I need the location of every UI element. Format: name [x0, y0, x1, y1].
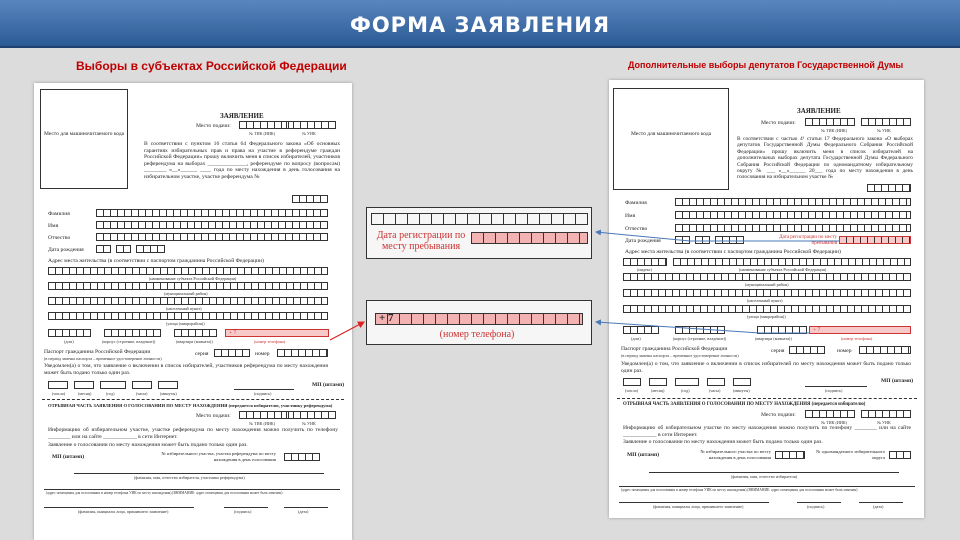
right-notice-text: Уведомлен(а) о том, что заявление о включении в список избирателей по месту нахождения может быть подано только один раз.	[621, 361, 911, 374]
right-fio-caption: (фамилия, имя, отчество избирателя)	[731, 474, 798, 479]
arrow-right-to-registration	[596, 232, 690, 241]
right-hour-caption: (часы)	[709, 388, 721, 393]
stamp-label: МП (штамп)	[312, 382, 345, 388]
name-label: Имя	[48, 223, 59, 229]
place-label: Место подачи:	[196, 123, 231, 129]
arrow-right-to-phone	[596, 322, 760, 333]
right-subject-caption: (наименование субъекта Российской Федерации)	[739, 267, 827, 272]
year-caption: (год)	[106, 391, 115, 396]
right-stamp-label: МП (штамп)	[881, 378, 914, 384]
right-birth-date-label: Дата рождения	[625, 238, 661, 244]
signature-caption: (подпись)	[254, 391, 272, 396]
birth-date-label: Дата рождения	[48, 247, 84, 253]
accepter-caption: (фамилия, инициалы лица, принявшего заявление)	[78, 509, 169, 514]
zoom-registration-label: Дата регистрации по месту пребывания	[376, 230, 466, 252]
uik-note: № избирательного участка, участка референдума по месту нахождения в день голосования	[161, 451, 276, 462]
street-caption: (улица (микрорайон))	[166, 321, 205, 326]
right-series-label: серия	[771, 348, 785, 354]
right-intro-text: В соответствии с частью 4¹ статьи 17 Федерального закона «О выборах депутатов Государственной Думы Федерального Собрания Российской Федерации» прошу включить меня в список избирателей на дополнительных выборах депутата Государственной Думы Федерального Собрания Российской Федерации по одномандатному избирательному округу № ___ «__»______ 20___ года по месту нахождения в день голосования на избирательном участке №	[737, 136, 913, 181]
zoom-phone-label: (номер телефона)	[439, 329, 515, 340]
right-settlement-caption: (населенный пункт)	[747, 298, 783, 303]
right-surname-label: Фамилия	[625, 200, 647, 206]
right-address-caption: (адрес помещения для голосования и номер телефона УИК по месту нахождения) (ВНИМАНИЕ: адрес помещения для голосования может быть изменен)	[621, 488, 858, 492]
right-tik-caption: № ТИК (ИИК)	[821, 128, 848, 133]
right-uik-caption: № УИК	[877, 128, 891, 133]
phone-prefix: + 7	[229, 330, 237, 336]
sign-caption-2: (подпись)	[234, 509, 252, 514]
passport-label: Паспорт гражданина Российской Федерации	[44, 349, 151, 355]
left-subtitle: Выборы в субъектах Российской Федерации	[76, 59, 347, 73]
building-caption: (корпус (строение, владение))	[102, 339, 156, 344]
right-signature-caption: (подпись)	[825, 388, 843, 393]
tear-place-label: Место подачи:	[196, 413, 231, 419]
date-caption-2: (дата)	[298, 509, 309, 514]
right-patronymic-label: Отчество	[625, 226, 648, 232]
right-tear-uik-caption: № УИК	[877, 420, 891, 425]
page-title: ФОРМА ЗАЯВЛЕНИЯ	[350, 13, 610, 37]
right-phone-caption: (номер телефона)	[841, 336, 873, 341]
right-municipal-caption: (муниципальный район)	[745, 282, 789, 287]
right-sign-caption-2: (подпись)	[807, 504, 825, 509]
patronymic-label: Отчество	[48, 235, 71, 241]
right-tear-place-label: Место подачи:	[761, 412, 796, 418]
right-apartment-caption: (квартира (комната))	[755, 336, 792, 341]
settlement-caption: (населенный пункт)	[166, 306, 202, 311]
notice-text: Уведомлен(а) о том, что заявление о включении в список избирателей, участников референдума по месту нахождения может быть подано только один раз.	[44, 363, 328, 376]
residence-label: Адрес места жительства (в соответствии с паспортом гражданина Российской Федерации)	[48, 258, 264, 264]
right-subtitle: Дополнительные выборы депутатов Государственной Думы	[628, 60, 904, 70]
right-code-placeholder: Место для машиночитаемого кода	[613, 88, 729, 190]
form-title: ЗАЯВЛЕНИЕ	[220, 112, 264, 120]
right-month-caption: (месяц)	[651, 388, 665, 393]
tear-tik-caption: № ТИК (ИИК)	[249, 421, 276, 426]
right-uik-note: № избирательного участка по месту нахождения в день голосования	[700, 449, 771, 460]
right-phone-prefix: + 7	[813, 327, 821, 333]
right-residence-label: Адрес места жительства (в соответствии с паспортом гражданина Российской Федерации)	[625, 249, 841, 255]
right-house-caption: (дом)	[631, 336, 641, 341]
right-minute-caption: (минуты)	[733, 388, 750, 393]
right-reg-label: Дата регистрации по месту пребывания	[779, 235, 837, 246]
tear-stamp-label: МП (штамп)	[52, 454, 85, 460]
right-tear-stamp-label: МП (штамп)	[627, 452, 660, 458]
minute-caption: (минуты)	[160, 391, 177, 396]
right-date-caption-2: (дата)	[873, 504, 884, 509]
fio-caption: (фамилия, имя, отчество избирателя, участника референдума)	[134, 475, 245, 480]
passport-sub: (в период замены паспорта – временное удостоверение личности)	[44, 356, 162, 361]
once-text: Заявление о голосовании по месту нахождения может быть подано только один раз.	[48, 442, 248, 448]
intro-text: В соответствии с пунктом 16 статьи 64 Федерального закона «Об основных гарантиях избирательных прав и права на участие в референдуме граждан Российской Федерации» прошу включить меня в список избирателей, участников референдума на выборах ______________, референдуме по вопросу (вопросам) ________ «__»______ ____ года по месту нахождения в день голосования на избирательном участке, участке референдума №	[144, 141, 340, 180]
date-caption: (число)	[52, 391, 66, 396]
right-year-caption: (год)	[681, 388, 690, 393]
hour-caption: (часы)	[136, 391, 148, 396]
municipal-caption: (муниципальный район)	[164, 291, 208, 296]
house-caption: (дом)	[64, 339, 74, 344]
code-placeholder: Место для машиночитаемого кода	[40, 89, 128, 189]
zoom-phone-prefix: + 7	[379, 312, 394, 324]
phone-caption: (номер телефона)	[254, 339, 286, 344]
address-caption: (адрес помещения для голосования и номер телефона УИК по месту нахождения) (ВНИМАНИЕ: адрес помещения для голосования может быть изменен)	[46, 491, 283, 495]
right-tear-off-title: ОТРЫВНАЯ ЧАСТЬ ЗАЯВЛЕНИЯ О ГОЛОСОВАНИИ ПО МЕСТУ НАХОЖДЕНИЯ (передается избирателю)	[623, 402, 866, 407]
right-date-caption: (число)	[625, 388, 639, 393]
right-tear-tik-caption: № ТИК (ИИК)	[821, 420, 848, 425]
month-caption: (месяц)	[78, 391, 92, 396]
uik-caption: № УИК	[302, 131, 316, 136]
apartment-caption: (квартира (комната))	[176, 339, 213, 344]
right-info-text: Информацию об избирательном участке по месту нахождения можно получить по телефону ________ или на сайте ____________ в сети Интернет.	[623, 425, 911, 438]
right-passport-label: Паспорт гражданина Российской Федерации	[621, 346, 728, 352]
right-form-title: ЗАЯВЛЕНИЕ	[797, 107, 841, 115]
right-index-caption: (индекс)	[637, 267, 653, 272]
right-passport-sub: (в период замены паспорта – временное удостоверение личности)	[621, 353, 739, 358]
right-building-caption: (корпус (строение, владение))	[673, 336, 727, 341]
right-street-caption: (улица (микрорайон))	[747, 314, 786, 319]
info-text: Информацию об избирательном участке, участке референдума по месту нахождения можно получить по телефону ________ или на сайте ____________ в сети Интернет.	[48, 427, 338, 440]
subject-caption: (наименование субъекта Российской Федерации)	[149, 276, 237, 281]
right-place-label: Место подачи:	[761, 120, 796, 126]
surname-label: Фамилия	[48, 211, 70, 217]
tear-off-title: ОТРЫВНАЯ ЧАСТЬ ЗАЯВЛЕНИЯ О ГОЛОСОВАНИИ ПО МЕСТУ НАХОЖДЕНИЯ (передается избирателю, участнику референдума)	[48, 403, 333, 408]
right-once-text: Заявление о голосовании по месту нахождения может быть подано только один раз.	[623, 439, 823, 445]
number-label: номер	[255, 351, 270, 357]
series-label: серия	[195, 351, 209, 357]
right-accepter-caption: (фамилия, инициалы лица, принявшего заявление)	[653, 504, 744, 509]
right-number-label: номер	[837, 348, 852, 354]
tear-uik-caption: № УИК	[302, 421, 316, 426]
right-name-label: Имя	[625, 213, 636, 219]
tik-caption: № ТИК (ИИК)	[249, 131, 276, 136]
right-district-note: № одномандатного избирательного округа	[816, 449, 885, 460]
arrow-left-to-phone	[330, 322, 364, 340]
